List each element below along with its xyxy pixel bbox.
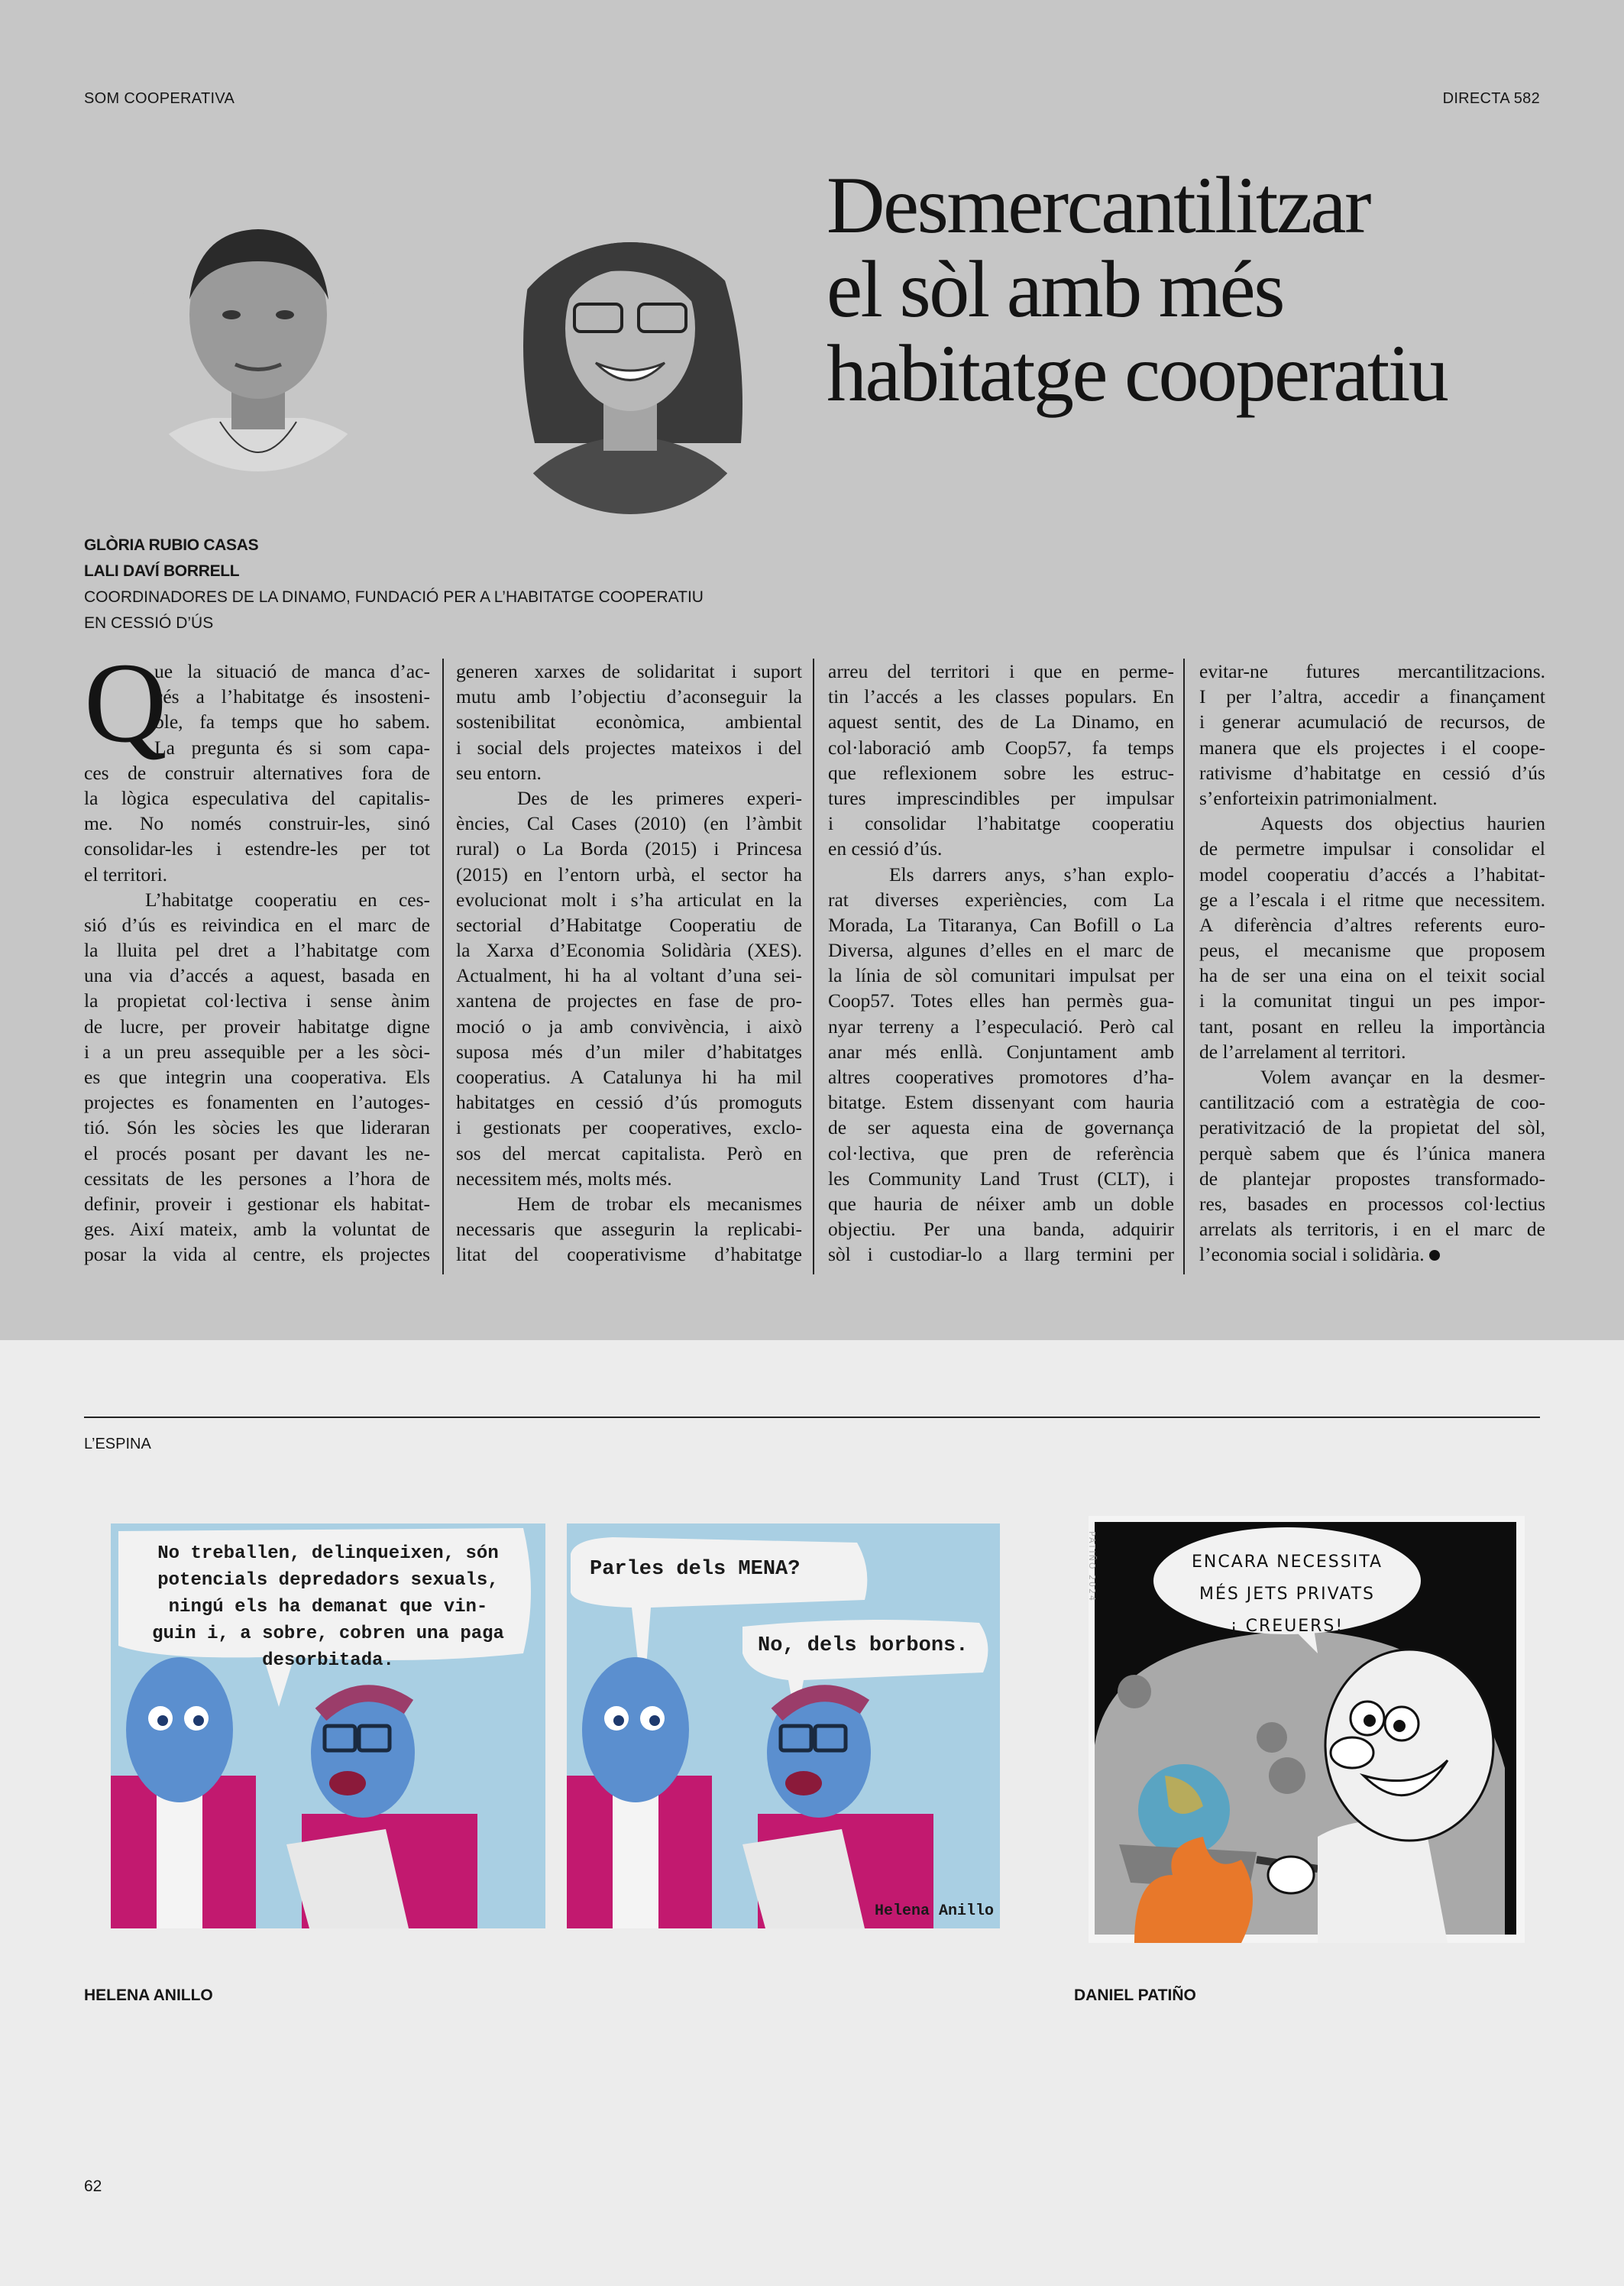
text-line: rural) o La Borda (2015) i Princesa — [456, 837, 802, 860]
text-line: tin l’accés a les classes populars. En — [828, 685, 1174, 708]
text-line: col·lectiva, que pren de referència — [828, 1141, 1174, 1164]
text-line: i consolidar l’habitatge cooperatiu — [828, 812, 1174, 835]
text-line: de lucre, per proveir habitatge digne — [84, 1015, 430, 1038]
text-line: la propietat col·lectiva i sense ànim — [84, 989, 430, 1012]
text-line: Des de les primeres experi- — [517, 786, 802, 809]
text-line: cooperatius. A Catalunya hi ha mil — [456, 1066, 802, 1088]
text-line: Aquests dos objectius haurien — [1260, 812, 1545, 835]
speech-bubble-text — [111, 1540, 545, 1674]
text-line: evitar-ne futures mercantilitzacions. — [1199, 660, 1545, 682]
text-line: i a un preu assequible per a les sòci- — [84, 1040, 430, 1063]
text-line: col·laboració amb Coop57, fa temps — [828, 736, 1174, 759]
text-line: litat del cooperativisme d’habitatge — [456, 1243, 802, 1266]
cartoonist-credit: DANIEL PATIÑO — [1074, 1986, 1196, 2004]
speech-bubble-text: No, dels borbons. — [758, 1634, 969, 1657]
bubble-line: MÉS JETS PRIVATS — [1199, 1585, 1376, 1604]
text-line: me. No només construir-les, sinó — [84, 812, 430, 835]
comic-anillo-panel-2 — [567, 1523, 1000, 1928]
text-line: ble, fa temps que ho sabem. — [154, 711, 430, 733]
text-line: sectorial d’Habitatge Cooperatiu de — [456, 913, 802, 936]
text-line: Coop57. Totes elles han permès gua- — [828, 989, 1174, 1012]
article-column-1 — [84, 639, 430, 1268]
text-line: La pregunta és si som capa- — [154, 736, 430, 759]
text-line: les Community Land Trust (CLT), i — [828, 1167, 1174, 1190]
section-divider — [84, 1417, 1540, 1418]
text-line: perquè sabem que és l’única manera — [1199, 1141, 1545, 1164]
text-line: l’economia social i solidària. — [1199, 1242, 1545, 1267]
title-line: Desmercantilitzar — [827, 160, 1370, 250]
comic-patino — [1086, 1516, 1525, 1943]
section-label: SOM COOPERATIVA — [84, 90, 235, 107]
text-line: s’enforteixin patrimonialment. — [1199, 786, 1438, 809]
text-line: es que integrin una cooperativa. Els — [84, 1066, 430, 1088]
bubble-line: ENCARA NECESSITA — [1191, 1553, 1383, 1572]
byline — [84, 533, 704, 636]
text-line: i generar acumulació de recursos, de — [1199, 711, 1545, 733]
text-line: posar la vida al centre, els projectes — [84, 1243, 430, 1266]
author-name: GLÒRIA RUBIO CASAS — [84, 536, 259, 554]
text-line: L’habitatge cooperatiu en ces- — [145, 888, 430, 911]
text-line: ges. Així mateix, amb la voluntat de — [84, 1218, 430, 1241]
text-line: altres cooperatives promotores d’ha- — [828, 1066, 1174, 1088]
article-column-2 — [456, 659, 802, 1268]
bubble-line: desorbitada. — [262, 1650, 394, 1671]
text-line: tió. Són les sòcies les que lideraran — [84, 1116, 430, 1139]
text-line: que hauria de néixer amb un doble — [828, 1192, 1174, 1215]
text-line: (2015) en l’entorn urbà, el sector ha — [456, 863, 802, 886]
text-line: A diferència d’altres referents euro- — [1199, 913, 1545, 936]
text-line: evolucionat molt i s’ha articulat en la — [456, 888, 802, 911]
author-photo-lali — [489, 191, 772, 516]
title-line: habitatge cooperatiu — [827, 329, 1448, 418]
text-line: Diversa, algunes d’elles en el marc de — [828, 939, 1174, 962]
text-line: el territori. — [84, 863, 168, 886]
text-line: Morada, La Titaranya, Can Bofill o La — [828, 913, 1174, 936]
text-line: anar més enllà. Conjuntament amb — [828, 1040, 1174, 1063]
text-line: Els darrers anys, s’han explo- — [889, 863, 1174, 886]
text-line: cessitats de les persones a l’hora de — [84, 1167, 430, 1190]
issue-label: DIRECTA 582 — [1442, 90, 1540, 107]
text-line: moció o ja amb convivència, i això — [456, 1015, 802, 1038]
text-line: mutu amb l’objectiu d’aconseguir la — [456, 685, 802, 708]
text-line: de plantejar propostes transformado- — [1199, 1167, 1545, 1190]
text-line: generen xarxes de solidaritat i suport — [456, 660, 802, 682]
text-line: en cessió d’ús. — [828, 837, 943, 860]
text-line: seu entorn. — [456, 761, 542, 784]
column-rule — [813, 659, 814, 1274]
text-line: suposa més d’un miler d’habitatges — [456, 1040, 802, 1063]
text-line: I per l’altra, accedir a finançament — [1199, 685, 1545, 708]
bubble-line: No treballen, delinqueixen, són — [157, 1543, 499, 1564]
page-number: 62 — [84, 2178, 102, 2195]
text-line: tant, posant en relleu la importància — [1199, 1015, 1545, 1038]
cartoonist-credit: HELENA ANILLO — [84, 1986, 213, 2004]
text-line: cantilització com a estratègia de coo- — [1199, 1091, 1545, 1114]
bubble-line: ¡ CREUERS! — [1230, 1617, 1344, 1636]
section-label-espina: L’ESPINA — [84, 1436, 151, 1452]
text-line: rativisme d’habitatge en cessió d’ús — [1199, 761, 1545, 784]
article-column-3 — [828, 659, 1174, 1268]
text-line: necessitem més, molts més. — [456, 1167, 672, 1190]
text-line: arrelats als territoris, i en el marc de — [1199, 1218, 1545, 1241]
text-line: sos del mercat capitalista. Però en — [456, 1141, 802, 1164]
author-role: COORDINADORES DE LA DINAMO, FUNDACIÓ PER A L’HABITATGE COOPERATIU — [84, 588, 704, 606]
text-line: projectes es fonamenten en l’autoges- — [84, 1091, 430, 1114]
text-line: objectiu. Per una banda, adquirir — [828, 1218, 1174, 1241]
text-line: de permetre impulsar i consolidar el — [1199, 837, 1545, 860]
text-line: que reflexionem sobre les estruc- — [828, 761, 1174, 784]
bubble-line: potencials depredadors sexuals, — [157, 1570, 499, 1591]
text-line: i social dels projectes mateixos i del — [456, 736, 802, 759]
text-line: ue la situació de manca d’ac- — [154, 660, 430, 682]
speech-bubble-text — [1153, 1546, 1421, 1643]
speech-bubble-text: Parles dels MENA? — [590, 1558, 801, 1581]
article-column-4 — [1199, 659, 1545, 1268]
text-line: una via d’accés a aquest, basada en — [84, 964, 430, 987]
bubble-line: guin i, a sobre, cobren una paga — [152, 1624, 504, 1644]
text-line: cés a l’habitatge és insosteni- — [154, 685, 430, 708]
column-rule — [442, 659, 444, 1274]
column-rule — [1183, 659, 1185, 1274]
text-line: peus, el mecanisme que proposem — [1199, 939, 1545, 962]
text-line: nyar terreny a l’especulació. Però cal — [828, 1015, 1174, 1038]
end-mark-icon — [1429, 1250, 1440, 1261]
comic-anillo-panel-1 — [111, 1523, 545, 1928]
text-line: de ser aquesta eina de governança — [828, 1116, 1174, 1139]
comic-illustration — [567, 1523, 1000, 1928]
text-line: ències, Cal Cases (2010) (en l’àmbit — [456, 812, 802, 835]
text-line: i la comunitat tingui un pes impor- — [1199, 989, 1545, 1012]
author-role: EN CESSIÓ D’ÚS — [84, 614, 214, 632]
text-line: tures imprescindibles per impulsar — [828, 786, 1174, 809]
text-line: la lluita pel dret a l’habitatge com — [84, 939, 430, 962]
text-line: xantena de projectes en fase de pro- — [456, 989, 802, 1012]
text-line: la Xarxa d’Economia Solidària (XES). — [456, 939, 802, 962]
text-line: sostenibilitat econòmica, ambiental — [456, 711, 802, 733]
author-photo-gloria — [128, 200, 388, 475]
text-line: Volem avançar en la desmer- — [1260, 1066, 1545, 1088]
article-title — [827, 160, 1448, 418]
text-line: definir, proveir i gestionar els habitat- — [84, 1192, 430, 1215]
author-name: LALI DAVÍ BORRELL — [84, 562, 240, 580]
text-line: model cooperatiu d’accés a l’habitat- — [1199, 863, 1545, 886]
text-line: Actualment, hi ha al voltant d’una sei- — [456, 964, 802, 987]
text-line: la lògica especulativa del capitalis- — [84, 786, 430, 809]
text-line: aquest sentit, des de La Dinamo, en — [828, 711, 1174, 733]
artist-signature: Helena Anillo — [874, 1902, 994, 1920]
text-line: consolidar-les i estendre-les per tot — [84, 837, 430, 860]
text-line: rat diverses experiències, com La — [828, 888, 1174, 911]
text-line: ge a l’escala i el ritme que necessitem. — [1199, 888, 1545, 911]
text-line: el procés posant per davant les ne- — [84, 1141, 430, 1164]
text-line: manera que els projectes i el coope- — [1199, 736, 1545, 759]
text-line: sió d’ús es reivindica en el marc de — [84, 913, 430, 936]
artist-signature: PATIÑO 2024 — [1086, 1531, 1097, 1602]
text-line: ha de ser una eina on el teixit social — [1199, 964, 1545, 987]
text-line: perativització de la propietat del sòl, — [1199, 1116, 1545, 1139]
text-line: ces de construir alternatives fora de — [84, 761, 430, 784]
bubble-line: ningú els ha demanat que vin- — [168, 1597, 488, 1617]
text-line: la línia de sòl comunitari impulsat per — [828, 964, 1174, 987]
text-line: de l’arrelament al territori. — [1199, 1040, 1406, 1063]
title-line: el sòl amb més — [827, 244, 1283, 334]
text-line: res, basades en processos col·lectius — [1199, 1192, 1545, 1215]
text-line: necessaris que assegurin la replicabi- — [456, 1218, 802, 1241]
text-line: i gestionats per cooperatives, exclo- — [456, 1116, 802, 1139]
text-line: Hem de trobar els mecanismes — [517, 1192, 802, 1215]
text-line: habitatges en cessió d’ús promoguts — [456, 1091, 802, 1114]
text-line: arreu del territori i que en perme- — [828, 660, 1174, 682]
text-line: bitatge. Estem dissenyant com hauria — [828, 1091, 1174, 1114]
text-line: sòl i custodiar-lo a llarg termini per — [828, 1243, 1174, 1266]
drop-cap: Q — [84, 639, 167, 766]
